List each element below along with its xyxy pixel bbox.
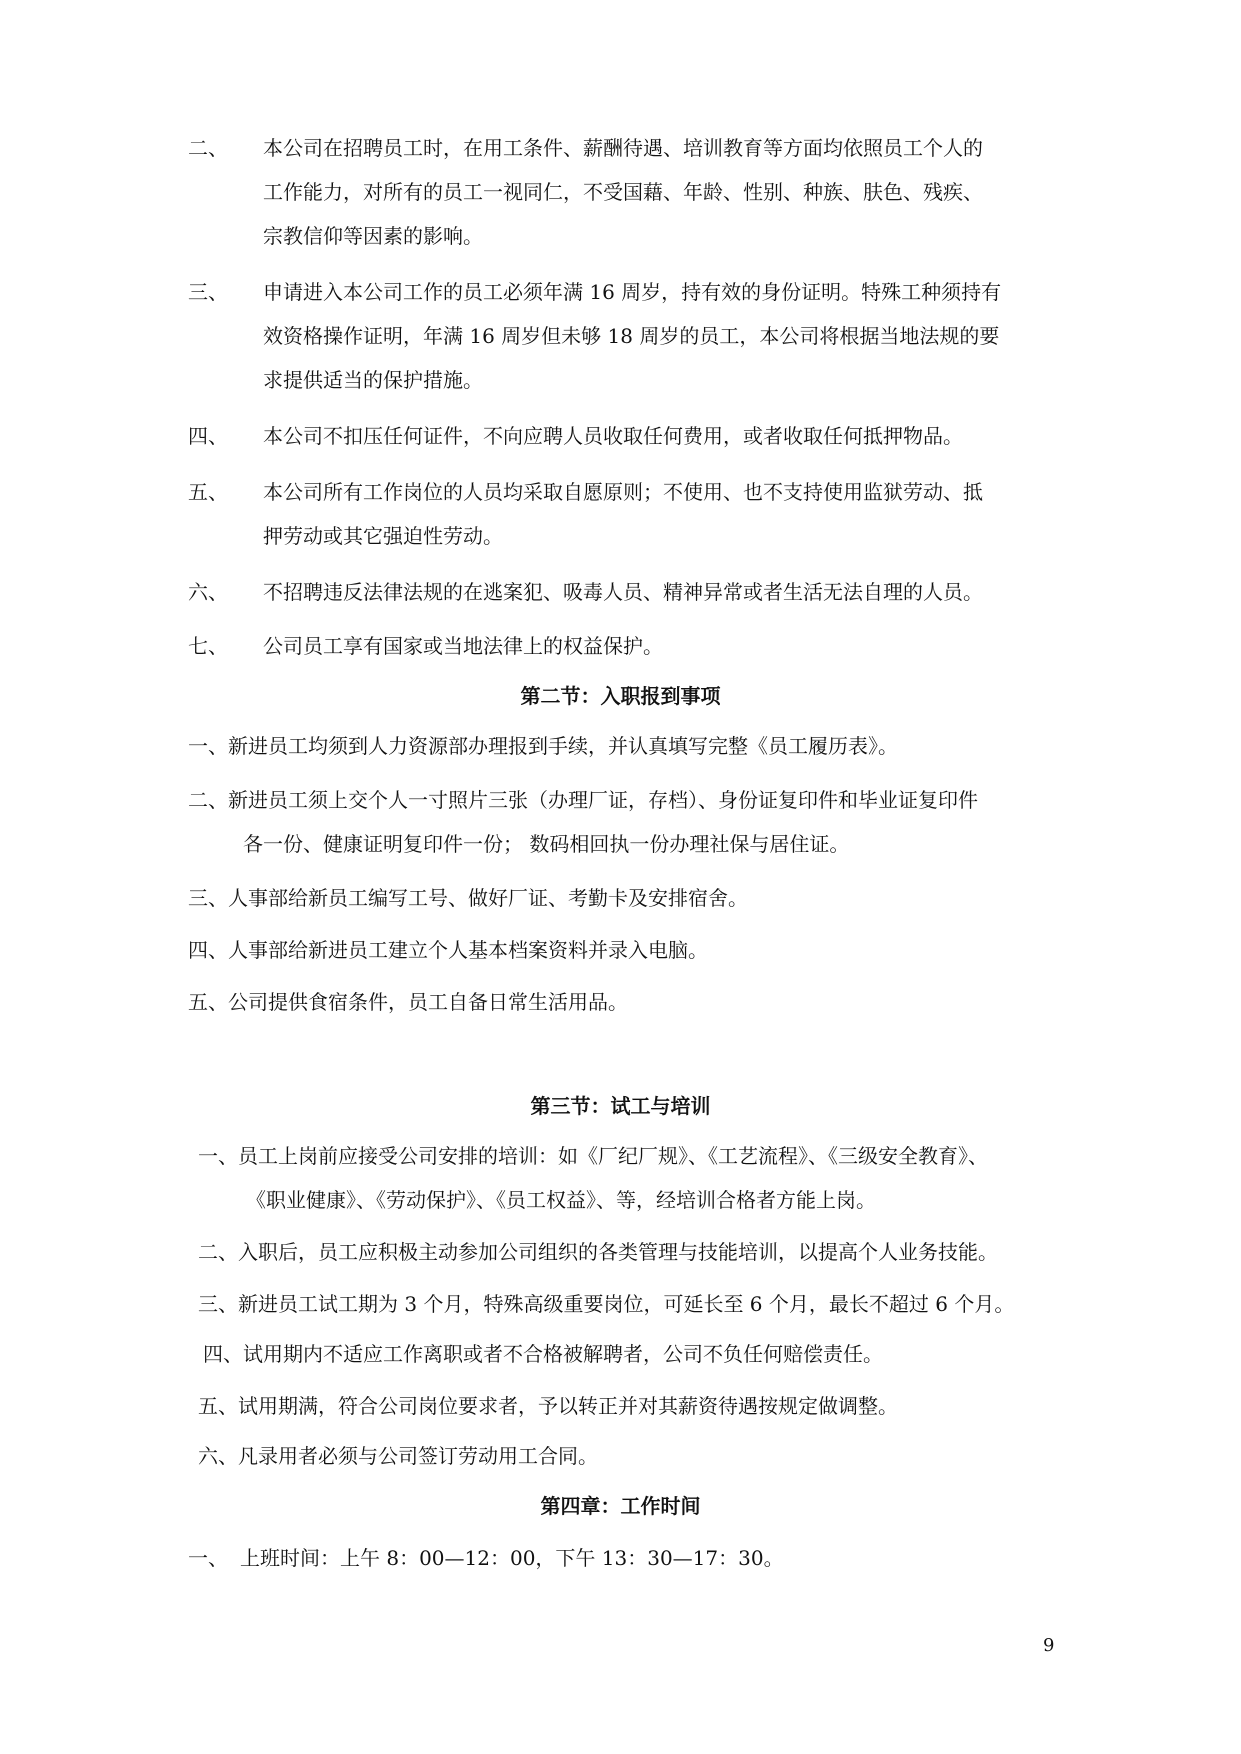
page-number: 9: [1043, 1635, 1055, 1656]
list-item-line: 一、新进员工均须到人力资源部办理报到手续，并认真填写完整《员工履历表》。: [188, 734, 898, 758]
list-item-line: 一、员工上岗前应接受公司安排的培训：如《厂纪厂规》、《工艺流程》、《三级安全教育》、: [198, 1144, 988, 1168]
list-item-line: 宗教信仰等因素的影响。: [263, 224, 483, 248]
list-item-line: 本公司不扣压任何证件，不向应聘人员收取任何费用，或者收取任何抵押物品。: [263, 424, 963, 448]
section-heading: 第二节：入职报到事项: [520, 684, 721, 708]
list-item-number: 七、: [188, 634, 228, 658]
list-item-line: 公司员工享有国家或当地法律上的权益保护。: [263, 634, 663, 658]
list-item-line: 各一份、健康证明复印件一份； 数码相回执一份办理社保与居住证。: [243, 832, 850, 856]
list-item-number: 二、: [188, 136, 228, 160]
list-item-line: 工作能力，对所有的员工一视同仁，不受国藉、年龄、性别、种族、肤色、残疾、: [263, 180, 983, 204]
list-item-number: 三、: [188, 280, 228, 304]
list-item-line: 二、入职后，员工应积极主动参加公司组织的各类管理与技能培训，以提高个人业务技能。: [198, 1240, 998, 1264]
list-item-line: 四、试用期内不适应工作离职或者不合格被解聘者，公司不负任何赔偿责任。: [203, 1342, 883, 1366]
chapter-heading: 第四章：工作时间: [540, 1494, 701, 1518]
list-item-line: 六、凡录用者必须与公司签订劳动用工合同。: [198, 1444, 598, 1468]
list-item-line: 申请进入本公司工作的员工必须年满 16 周岁，持有效的身份证明。特殊工种须持有: [263, 280, 1002, 304]
list-item-line: 不招聘违反法律法规的在逃案犯、吸毒人员、精神异常或者生活无法自理的人员。: [263, 580, 983, 604]
list-item-line: 本公司所有工作岗位的人员均采取自愿原则；不使用、也不支持使用监狱劳动、抵: [263, 480, 983, 504]
list-item-number: 六、: [188, 580, 228, 604]
list-item-line: 上班时间：上午 8：00—12：00，下午 13：30—17：30。: [240, 1546, 784, 1570]
list-item-line: 三、人事部给新员工编写工号、做好厂证、考勤卡及安排宿舍。: [188, 886, 748, 910]
list-item-line: 求提供适当的保护措施。: [263, 368, 483, 392]
list-item-line: 五、试用期满，符合公司岗位要求者，予以转正并对其薪资待遇按规定做调整。: [198, 1394, 898, 1418]
list-item-line: 效资格操作证明，年满 16 周岁但未够 18 周岁的员工，本公司将根据当地法规的要: [263, 324, 1000, 348]
list-item-number: 一、: [188, 1546, 228, 1570]
list-item-line: 《职业健康》、《劳动保护》、《员工权益》、等，经培训合格者方能上岗。: [246, 1188, 876, 1212]
list-item-line: 押劳动或其它强迫性劳动。: [263, 524, 503, 548]
list-item-line: 本公司在招聘员工时，在用工条件、薪酬待遇、培训教育等方面均依照员工个人的: [263, 136, 983, 160]
section-heading: 第三节：试工与培训: [530, 1094, 711, 1118]
list-item-line: 四、人事部给新进员工建立个人基本档案资料并录入电脑。: [188, 938, 708, 962]
list-item-line: 二、新进员工须上交个人一寸照片三张（办理厂证，存档）、身份证复印件和毕业证复印件: [188, 788, 978, 812]
list-item-number: 四、: [188, 424, 228, 448]
list-item-line: 三、新进员工试工期为 3 个月，特殊高级重要岗位，可延长至 6 个月，最长不超过 6 个月。: [198, 1292, 1015, 1316]
list-item-line: 五、公司提供食宿条件，员工自备日常生活用品。: [188, 990, 628, 1014]
list-item-number: 五、: [188, 480, 228, 504]
